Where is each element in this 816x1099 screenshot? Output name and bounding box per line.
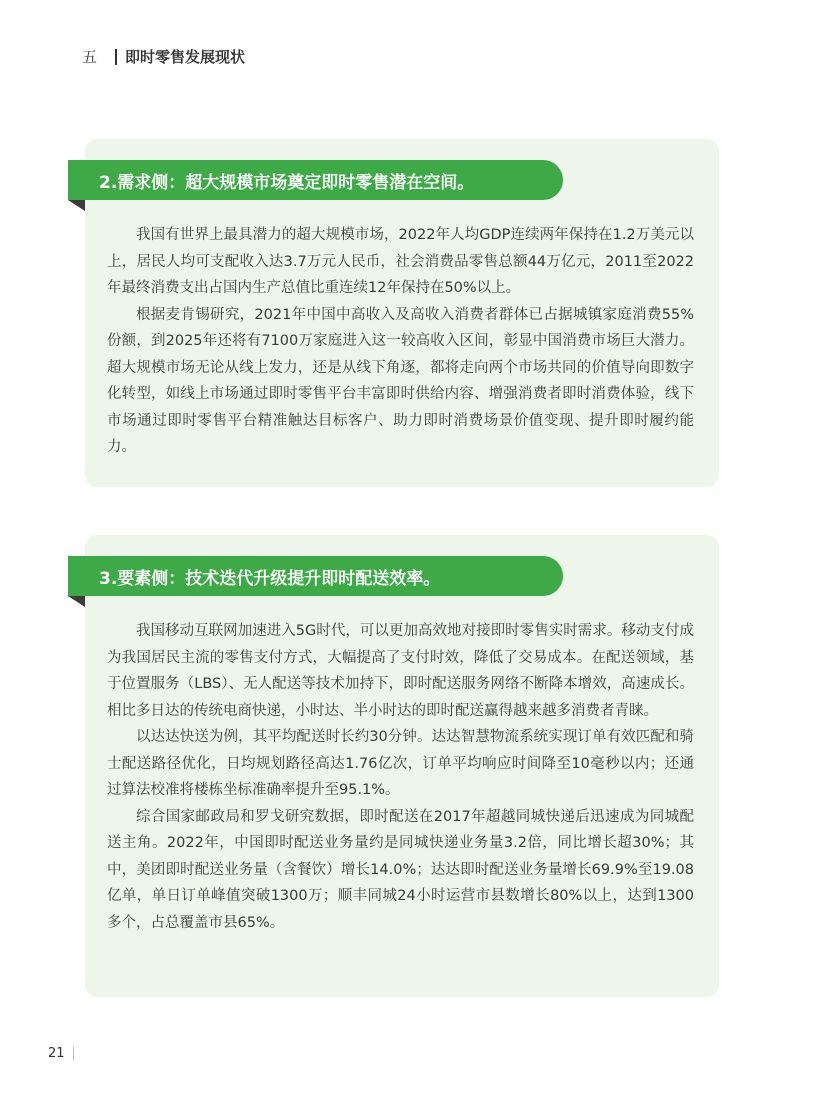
factor-side-heading: 3.要素侧：技术迭代升级提升即时配送效率。 bbox=[99, 568, 441, 589]
page-number-text: 21 bbox=[48, 1046, 65, 1061]
factor-side-heading-ribbon bbox=[68, 556, 563, 596]
paragraph: 以达达快送为例，其平均配送时长约30分钟。达达智慧物流系统实现订单有效匹配和骑士配送路径优化，日均规划路径高达1.76亿次，订单平均响应时间降至10毫秒以内；还通过算法校准将楼栋坐标准确率提升至95.1%。 bbox=[107, 729, 694, 798]
header-divider bbox=[115, 49, 117, 65]
page-number-divider bbox=[73, 1047, 74, 1060]
section-number: 五 bbox=[82, 48, 98, 66]
paragraph: 我国移动互联网加速进入5G时代，可以更加高效地对接即时零售实时需求。移动支付成为我国居民主流的零售支付方式，大幅提高了支付时效，降低了交易成本。在配送领域，基于位置服务（LBS）、无人配送等技术加持下，即时配送服务网络不断降本增效，高速成长。相比多日达的传统电商快递，小时达、半小时达的即时配送赢得越来越多消费者青睐。 bbox=[107, 623, 694, 719]
paragraph: 根据麦肯锡研究，2021年中国中高收入及高收入消费者群体已占据城镇家庭消费55%份额，到2025年还将有7100万家庭进入这一较高收入区间，彰显中国消费市场巨大潜力。超大规模市场无论从线上发力，还是从线下角逐，都将走向两个市场共同的价值导向即数字化转型，如线上市场通过即时零售平台丰富即时供给内容、增强消费者即时消费体验，线下市场通过即时零售平台精准触达目标客户、助力即时消费场景价值变现、提升即时履约能力。 bbox=[107, 306, 694, 455]
ribbon-fold-2 bbox=[68, 596, 85, 607]
paragraph: 我国有世界上最具潜力的超大规模市场，2022年人均GDP连续两年保持在1.2万美元以上，居民人均可支配收入达3.7万元人民币，社会消费品零售总额44万亿元，2011至2022年最终消费支出占国内生产总值比重连续12年保持在50%以上。 bbox=[107, 227, 694, 296]
demand-side-heading: 2.需求侧：超大规模市场奠定即时零售潜在空间。 bbox=[99, 172, 475, 193]
ribbon-fold-1 bbox=[68, 200, 85, 211]
demand-side-body bbox=[107, 222, 694, 461]
section-title: 即时零售发展现状 bbox=[125, 48, 246, 66]
demand-side-heading-ribbon bbox=[68, 160, 563, 200]
page-number bbox=[48, 1046, 74, 1061]
paragraph: 综合国家邮政局和罗戈研究数据，即时配送在2017年超越同城快递后迅速成为同城配送主角。2022年，中国即时配送业务量约是同城快递业务量3.2倍，同比增长超30%；其中，美团即时配送业务量（含餐饮）增长14.0%；达达即时配送业务量增长69.9%至19.08亿单，单日订单峰值突破1300万；顺丰同城24小时运营市县数增长80%以上，达到1300多个，占总覆盖市县65%。 bbox=[107, 808, 694, 931]
factor-side-body bbox=[107, 618, 694, 936]
chapter-header bbox=[82, 46, 245, 67]
